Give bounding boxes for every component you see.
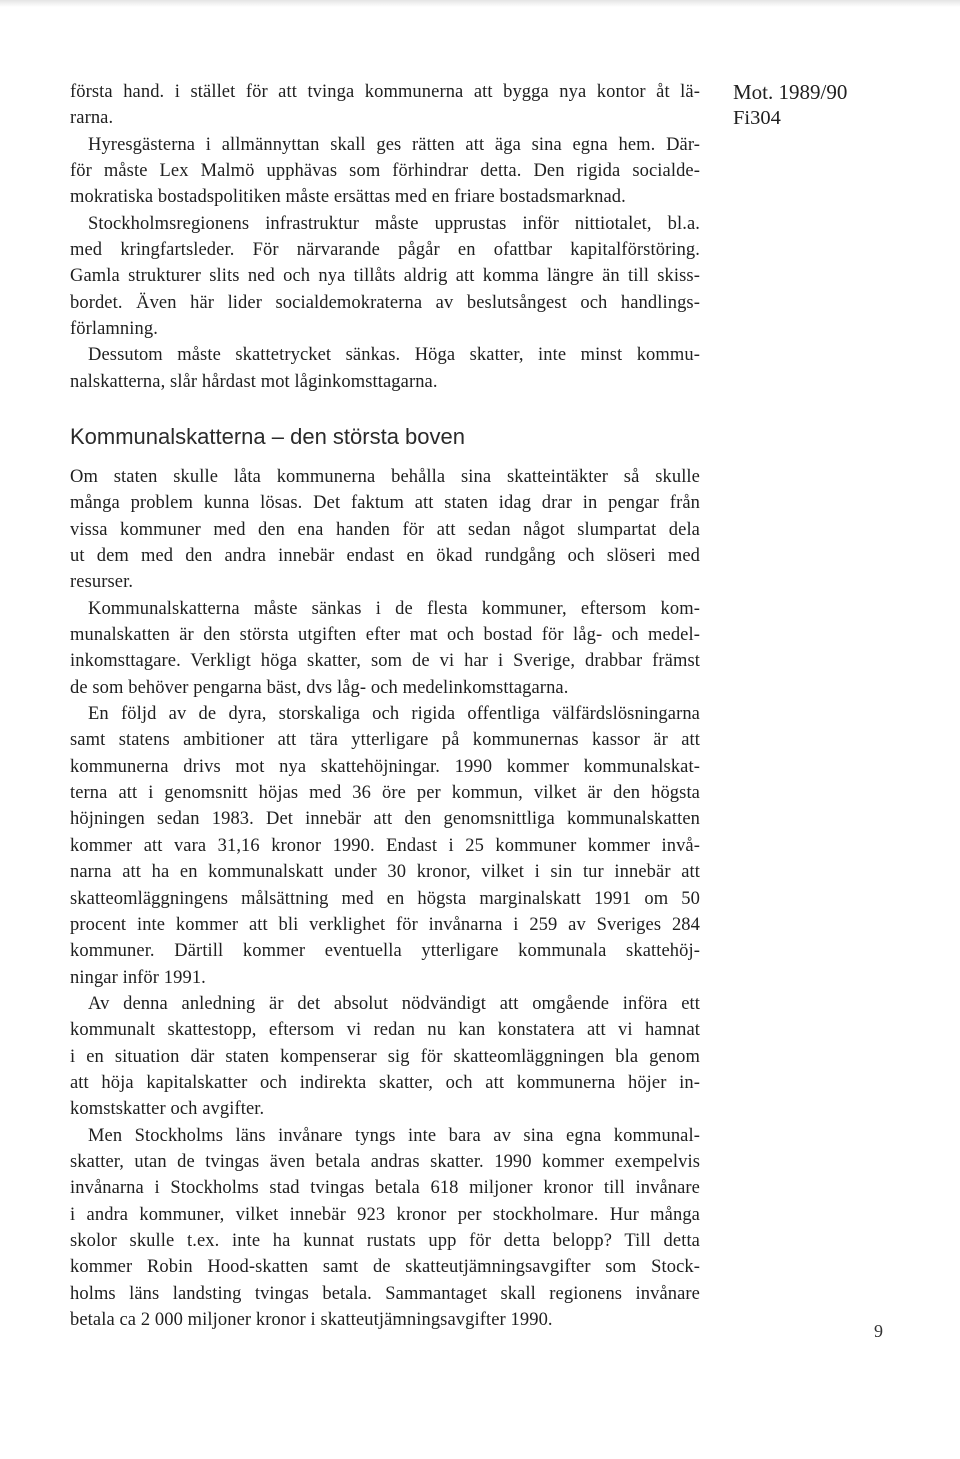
text-line: att höja kapitalskatter och indirekta skatter, och att kommunerna höjer in-	[70, 1072, 700, 1093]
text-line: med kringfartsleder. För närvarande pågår en ofattbar kapitalförstöring.	[70, 240, 700, 261]
text-line: höjningen sedan 1983. Det innebär att den genomsnittliga kommunalskatten	[70, 809, 700, 830]
paragraph	[70, 991, 700, 1123]
text-line: terna att i genomsnitt höjas med 36 öre per kommun, vilket är den högsta	[70, 783, 700, 804]
paragraph	[70, 132, 700, 211]
paragraph	[70, 211, 700, 343]
text-line: Hyresgästerna i allmännyttan skall ges rätten att äga sina egna hem. Där-	[88, 134, 700, 155]
text-line: komstskatter och avgifter.	[70, 1099, 265, 1120]
text-line: mokratiska bostadspolitiken måste ersättas med en friare bostadsmarknad.	[70, 187, 626, 208]
text-line: Stockholmsregionens infrastruktur måste upprustas inför nittiotalet, bl.a.	[88, 213, 700, 234]
motion-number: Mot. 1989/90	[733, 80, 848, 104]
motion-code: Fi304	[733, 107, 781, 130]
text-line: skatter, utan de tvingas även betala andras skatter. 1990 kommer exempelvis	[70, 1151, 700, 1172]
text-line: de som behöver pengarna bäst, dvs låg- och medelinkomsttagarna.	[70, 677, 569, 698]
body-text-after-heading	[70, 464, 700, 1333]
text-line: betala ca 2 000 miljoner kronor i skatteutjämningsavgifter 1990.	[70, 1310, 553, 1330]
text-line: nalskatterna, slår hårdast mot låginkomsttagarna.	[70, 371, 438, 392]
text-line: Av denna anledning är det absolut nödvändigt att omgående införa ett	[88, 993, 700, 1014]
text-line: Men Stockholms läns invånare tyngs inte bara av sina egna kommunal-	[88, 1125, 700, 1146]
text-line: kommer att vara 31,16 kronor 1990. Endast i 25 kommuner kommer invå-	[70, 835, 700, 856]
paragraph	[70, 596, 700, 701]
text-line: bordet. Även här lider socialdemokraterna av beslutsångest och handlings-	[70, 292, 700, 313]
text-line: holms läns landsting tvingas betala. Sammantaget skall regionens invånare	[70, 1283, 700, 1304]
text-line: i en situation där staten kompenserar sig för skatteomläggningen bla genom	[70, 1046, 700, 1067]
paragraph	[70, 1123, 700, 1334]
text-line: kommunerna drivs mot nya skattehöjningar. 1990 kommer kommunalskat-	[70, 756, 700, 777]
page-number: 9	[874, 1321, 883, 1341]
text-line: munalskatten är den största utgiften efter mat och bostad för låg- och medel-	[70, 625, 700, 646]
text-line: i andra kommuner, vilket innebär 923 kronor per stockholmare. Hur många	[70, 1204, 700, 1225]
text-line: skolor skulle t.ex. inte ha kunnat rustats upp för detta belopp? Till detta	[70, 1230, 700, 1251]
scan-edge	[0, 0, 960, 7]
text-line: Om staten skulle låta kommunerna behålla sina skatteintäkter så skulle	[70, 467, 700, 487]
text-line: första hand. i stället för att tvinga kommunerna att bygga nya kontor åt lä-	[70, 82, 700, 102]
text-line: inkomsttagare. Verkligt höga skatter, som de vi har i Sverige, drabbar främst	[70, 651, 700, 672]
text-line: kommunalt skattestopp, eftersom vi redan nu kan konstatera att vi hamnat	[70, 1020, 700, 1041]
text-line: kommer Robin Hood-skatten samt de skatteutjämningsavgifter som Stock-	[70, 1257, 700, 1278]
text-line: ningar inför 1991.	[70, 967, 206, 988]
text-line: rarna.	[70, 108, 114, 129]
text-line: förlamning.	[70, 319, 158, 340]
text-line: skatteomläggningens målsättning med en högsta marginalskatt 1991 om 50	[70, 888, 700, 909]
text-line: vissa kommuner med den ena handen för att sedan något slumpartat dela	[70, 519, 700, 540]
margin-note	[733, 79, 923, 132]
text-line: Kommunalskatterna måste sänkas i de flesta kommuner, eftersom kom-	[88, 598, 700, 619]
text-line: för måste Lex Malmö upphävas som förhindrar detta. Den rigida socialde-	[70, 161, 700, 182]
text-line: kommuner. Därtill kommer eventuella ytterligare kommunala skattehöj-	[70, 941, 700, 962]
paragraph	[70, 79, 700, 132]
paragraph	[70, 701, 700, 991]
text-line: invånarna i Stockholms stad tvingas betala 618 miljoner kronor till invånare	[70, 1178, 700, 1199]
body-text-before-heading	[70, 79, 700, 395]
text-line: narna att ha en kommunalskatt under 30 kronor, vilket i sin tur innebär att	[70, 862, 700, 883]
paragraph	[70, 342, 700, 395]
text-line: En följd av de dyra, storskaliga och rigida offentliga välfärdslösningarna	[88, 704, 700, 725]
text-line: Dessutom måste skattetrycket sänkas. Höga skatter, inte minst kommu-	[88, 345, 700, 366]
text-line: Gamla strukturer slits ned och nya tillåts aldrig att komma längre än till skiss-	[70, 266, 700, 287]
paragraph	[70, 464, 700, 596]
text-line: ut dem med den andra innebär endast en ökad rundgång och slöseri med	[70, 546, 700, 567]
text-line: procent inte kommer att bli verklighet för invånarna i 259 av Sveriges 284	[70, 914, 700, 935]
text-line: resurser.	[70, 572, 134, 593]
section-heading: Kommunalskatterna – den största boven	[70, 424, 466, 449]
text-line: samt statens ambitioner att tära ytterligare på kommunernas kassor är att	[70, 730, 700, 751]
text-line: många problem kunna lösas. Det faktum att staten idag drar in pengar från	[70, 493, 700, 514]
